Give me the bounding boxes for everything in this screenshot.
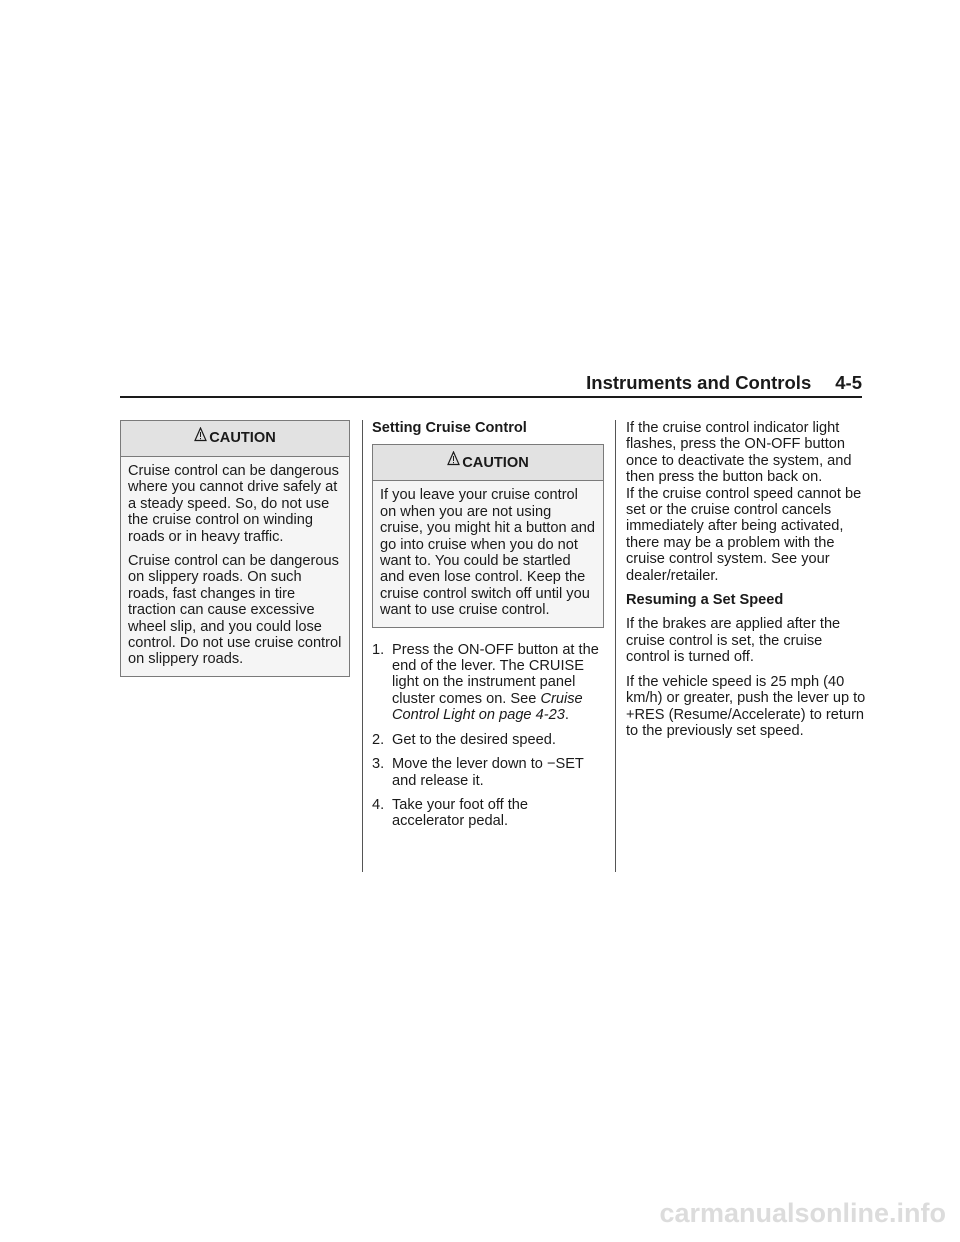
step-number: 4. bbox=[372, 796, 385, 813]
column-divider-2 bbox=[615, 420, 616, 872]
page-number: 4-5 bbox=[835, 372, 862, 393]
step-number: 2. bbox=[372, 731, 385, 748]
section-heading: Setting Cruise Control bbox=[372, 420, 527, 436]
column-2 bbox=[372, 420, 604, 838]
caution-label: CAUTION bbox=[209, 430, 276, 447]
caution-box-2 bbox=[372, 444, 604, 627]
body-paragraph: If the cruise control indicator light flashes, press the ON-OFF button once to deactivate the system, and then press the button back on. bbox=[626, 420, 852, 486]
step-text: Move the lever down to −SET and release it. bbox=[392, 756, 584, 789]
step-text: Get to the desired speed. bbox=[392, 731, 556, 748]
column-3 bbox=[626, 420, 866, 747]
step-number: 1. bbox=[372, 641, 385, 658]
step-text-end: . bbox=[564, 707, 569, 724]
header-text bbox=[586, 372, 862, 394]
section-heading: Resuming a Set Speed bbox=[626, 592, 784, 609]
warning-triangle-icon bbox=[447, 451, 460, 466]
step-text: Press the ON-OFF button at the end of the lever. The CRUISE light on the instrument panel cluster comes on. See bbox=[392, 641, 599, 707]
caution-paragraph: Cruise control can be dangerous on slippery roads. On such roads, fast changes in tire traction can cause excessive wheel slip, and you could lose control. Do not use cruise control on slippery roads. bbox=[128, 553, 342, 668]
section-title: Instruments and Controls bbox=[586, 372, 812, 393]
step-item bbox=[372, 732, 604, 748]
body-paragraph: If the cruise control speed cannot be set or the cruise control cancels immediately after being activated, there may be a problem with the cruise control system. See your dealer/retailer. bbox=[626, 485, 862, 584]
cross-reference-link[interactable]: Cruise Control Light on page 4-23 bbox=[392, 690, 583, 724]
column-1 bbox=[120, 420, 350, 677]
page-header bbox=[120, 372, 862, 398]
body-paragraph: If the brakes are applied after the cruise control is set, the cruise control is turned off. bbox=[626, 616, 841, 666]
watermark-text: carmanualsonline.info bbox=[659, 1198, 946, 1228]
caution-label: CAUTION bbox=[462, 454, 529, 471]
warning-triangle-icon bbox=[194, 427, 207, 442]
step-text: Take your foot off the accelerator pedal. bbox=[392, 796, 529, 830]
column-divider-1 bbox=[362, 420, 363, 872]
step-item bbox=[372, 797, 604, 830]
caution-paragraph: If you leave your cruise control on when you are not using cruise, you might hit a button and go into cruise when you do not want to. You could be startled and even lose control. Keep the cruise control switch off until you want to use cruise control. bbox=[380, 487, 595, 619]
step-number: 3. bbox=[372, 756, 385, 773]
caution-header bbox=[121, 421, 349, 457]
body-paragraph: If the vehicle speed is 25 mph (40 km/h) or greater, push the lever up to +RES (Resume/Accelerate) to return to the previously set speed. bbox=[626, 673, 866, 739]
caution-paragraph: Cruise control can be dangerous where you cannot drive safely at a steady speed. So, do not use the cruise control on winding roads or in heavy traffic. bbox=[128, 463, 339, 545]
caution-box-1 bbox=[120, 420, 350, 677]
caution-header bbox=[373, 445, 603, 481]
caution-body bbox=[373, 481, 603, 626]
step-item bbox=[372, 642, 604, 724]
caution-body bbox=[121, 457, 349, 676]
step-item bbox=[372, 756, 604, 789]
